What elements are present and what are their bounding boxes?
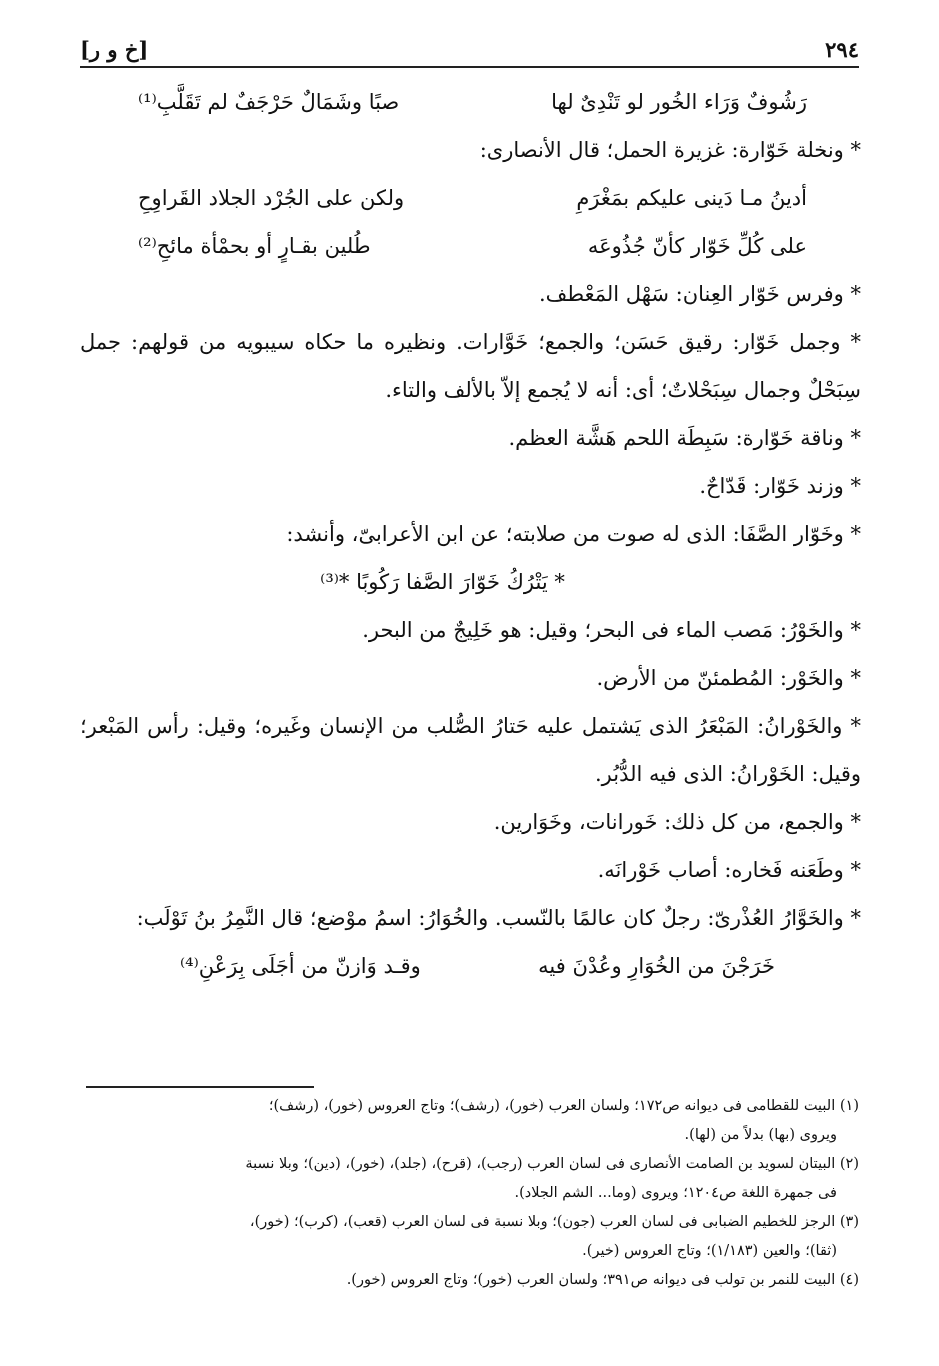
verse-4 [80, 558, 861, 606]
verse-3 [80, 222, 861, 270]
verse-3-second-hemistich: طُلين بقـارٍ أو بحمْأة مائحِ⁽²⁾ [138, 234, 371, 258]
footnote-1 [80, 1092, 859, 1150]
entry-khawr-land: * والخَوْر: المُطمئنّ من الأرض. [596, 666, 861, 690]
entry-nakhla-khawwara: * ونخلة خَوّارة: غزيرة الحمل؛ قال الأنصارى: [479, 138, 861, 162]
entry-zand: * وزند خَوّار: قَدّاحٌ. [699, 474, 861, 498]
footnote-1-line-2: ويروى (بها) بدلاً من (لها). [684, 1127, 837, 1143]
entry-khawwar-assafa: * وخَوّار الصَّفَا: الذى له صوت من صلابته؛ عن ابن الأعرابىّ، وأنشد: [286, 522, 861, 546]
verse-5-second-hemistich: وقـد وَازنّ من أجَلَى بِرَعْنِ⁽⁴⁾ [180, 954, 421, 978]
footnote-2-line-2: فى جمهرة اللغة ص١٢٠٤؛ ويروى (وما... الشم الجلاد). [514, 1185, 837, 1201]
entry-jamal: * وجمل خَوّار: رقيق حَسَن؛ والجمع؛ خَوَّارات. ونظيره ما حكاه سيبويه من قولهم: جمل سِبَحْلٌ وجمال سِبَحْلاتٌ؛ أى: أنه لا يُجمع إلاّ بالألف والتاء. [80, 330, 861, 402]
root-label: [خ و ر] [80, 36, 149, 62]
verse-3-first-hemistich: على كُلِّ خَوّار كأنّ جُذُوعَه [587, 234, 807, 258]
verse-1-first-hemistich: رَشُوفٌ وَرَاء الخُور لو تَنْدِىٌ لها [551, 90, 807, 114]
footnote-4 [80, 1266, 859, 1295]
verse-2 [80, 174, 861, 222]
entry-taanahu: * وطَعَنه فَخاره: أصاب خَوْرانَه. [597, 858, 861, 882]
entry-plural: * والجمع، من كل ذلك: خَورانات، وخَوَارين. [493, 810, 861, 834]
verse-4-rajaz: * يَتْرُكُ خَوّارَ الصَّفا رَكُوبًا *⁽³⁾ [320, 570, 565, 594]
entry-khawwar-udhri: * والخَوَّارُ العُذْرىّ: رجلٌ كان عالمًا بالنّسب. والخُوَارُ: اسمُ موْضع؛ قال النَّمِرُ بنُ تَوْلَب: [136, 906, 861, 930]
entry-khawran: * والخَوْرانُ: المَبْعَرُ الذى يَشتمل عليه حَتارُ الصُّلب من الإنسان وغَيره؛ وقيل: رأس المَبْعر؛ وقيل: الخَوْرانُ: الذى فيه الدُّبُر. [80, 714, 861, 786]
footnote-3-line-1: (٣) الرجز للخطيم الضبابى فى لسان العرب (جون)؛ وبلا نسبة فى لسان العرب (قعب)، (كرب)؛ (خور)، [249, 1214, 859, 1230]
page-body [80, 78, 861, 990]
footnote-3 [80, 1208, 859, 1266]
entry-faras: * وفرس خَوّار العِنان: سَهْل المَعْطف. [538, 282, 861, 306]
page-number: ٢٩٤ [825, 36, 859, 62]
footnote-2-line-1: (٢) البيتان لسويد بن الصامت الأنصارى فى لسان العرب (رجب)، (قرح)، (جلد)، (خور)، (دين)؛ وبلا نسبة [245, 1156, 859, 1172]
footnote-3-line-2: (ثقا)؛ والعين (١/١٨٣)؛ وتاج العروس (خير). [582, 1243, 837, 1259]
footnote-4-line-1: (٤) البيت للنمر بن تولب فى ديوانه ص٣٩١؛ ولسان العرب (خور)؛ وتاج العروس (خور). [346, 1272, 859, 1288]
verse-1-second-hemistich: صبًا وشَمَالٌ حَرْجَفٌ لم تَقَلَّبِ⁽¹⁾ [138, 90, 400, 114]
verse-2-first-hemistich: أدينُ مـا دَينى عليكم بمَغْرَمِ [576, 186, 807, 210]
verse-5 [80, 942, 861, 990]
verse-1 [80, 78, 861, 126]
entry-khawr-sea: * والخَوْرُ: مَصب الماء فى البحر؛ وقيل: هو خَلِيجٌ من البحر. [362, 618, 861, 642]
footnotes [80, 1092, 859, 1295]
footnote-separator [86, 1086, 314, 1088]
footnote-2 [80, 1150, 859, 1208]
verse-2-second-hemistich: ولكن على الجُرْد الجلاد القَراوِحِ [138, 186, 405, 210]
page-header [80, 32, 859, 68]
entry-naqa: * وناقة خَوّارة: سَبِطَة اللحم هَشَّة العظم. [508, 426, 861, 450]
verse-5-first-hemistich: خَرَجْنَ من الخُوَارِ وعُدْنَ فيه [538, 954, 775, 978]
footnote-1-line-1: (١) البيت للقطامى فى ديوانه ص١٧٢؛ ولسان العرب (خور)، (رشف)؛ وتاج العروس (خور)، (رشف)؛ [268, 1098, 859, 1114]
